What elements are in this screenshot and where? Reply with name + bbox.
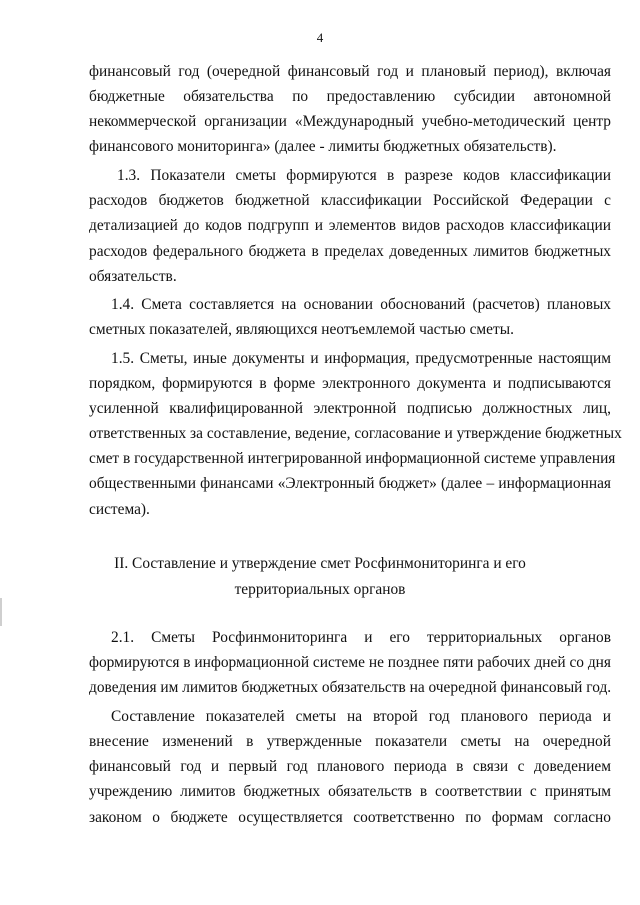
text-line: смет в государственной интегрированной информационной системе управления <box>89 450 616 467</box>
text-line: законом о бюджете осуществляется соответственно по формам согласно <box>89 809 611 826</box>
text-line: ответственных за составление, ведение, согласование и утверждение бюджетных <box>89 425 622 442</box>
text-line: Составление показателей сметы на второй год планового периода и <box>111 708 611 725</box>
text-line: обязательств. <box>89 268 177 285</box>
text-line: 1.5. Сметы, иные документы и информация, предусмотренные настоящим <box>111 350 611 367</box>
text-line: некоммерческой организации «Международный учебно-методический центр <box>89 113 611 130</box>
text-line: общественными финансами «Электронный бюджет» (далее – информационная <box>89 475 611 492</box>
scan-edge-mark <box>0 598 2 626</box>
text-line: доведения им лимитов бюджетных обязательств на очередной финансовый год. <box>89 679 612 696</box>
text-line: финансового мониторинга» (далее - лимиты бюджетных обязательств). <box>89 138 557 155</box>
text-line: детализацией до кодов подгрупп и элементов видов расходов классификации <box>89 217 611 234</box>
section-heading-line: территориальных органов <box>234 581 406 598</box>
text-line: 1.3. Показатели сметы формируются в разрезе кодов классификации <box>117 167 611 184</box>
text-line: порядком, формируются в форме электронного документа и подписываются <box>89 375 611 392</box>
text-line: система). <box>89 501 150 518</box>
text-line: финансовый год и первый год планового периода в связи с доведением <box>89 758 611 775</box>
section-heading-line: II. Составление и утверждение смет Росфинмониторинга и его <box>114 555 526 572</box>
text-line: расходов федерального бюджета в пределах доведенных лимитов бюджетных <box>89 243 611 260</box>
text-line: формируются в информационной системе не позднее пяти рабочих дней со дня <box>89 654 611 671</box>
text-line: расходов бюджетов бюджетной классификации Российской Федерации с <box>89 192 611 209</box>
page-number: 4 <box>316 30 324 45</box>
text-line: учреждению лимитов бюджетных обязательств в соответствии с принятым <box>89 783 611 800</box>
text-line: 1.4. Смета составляется на основании обоснований (расчетов) плановых <box>111 296 611 313</box>
text-line: усиленной квалифицированной электронной подписью должностных лиц, <box>89 400 611 417</box>
text-line: бюджетные обязательства по предоставлению субсидии автономной <box>89 88 611 105</box>
text-line: внесение изменений в утвержденные показатели сметы на очередной <box>89 733 611 750</box>
text-line: сметных показателей, являющихся неотъемлемой частью сметы. <box>89 321 514 338</box>
text-line: 2.1. Сметы Росфинмониторинга и его территориальных органов <box>111 629 611 646</box>
text-line: финансовый год (очередной финансовый год и плановый период), включая <box>89 63 611 80</box>
